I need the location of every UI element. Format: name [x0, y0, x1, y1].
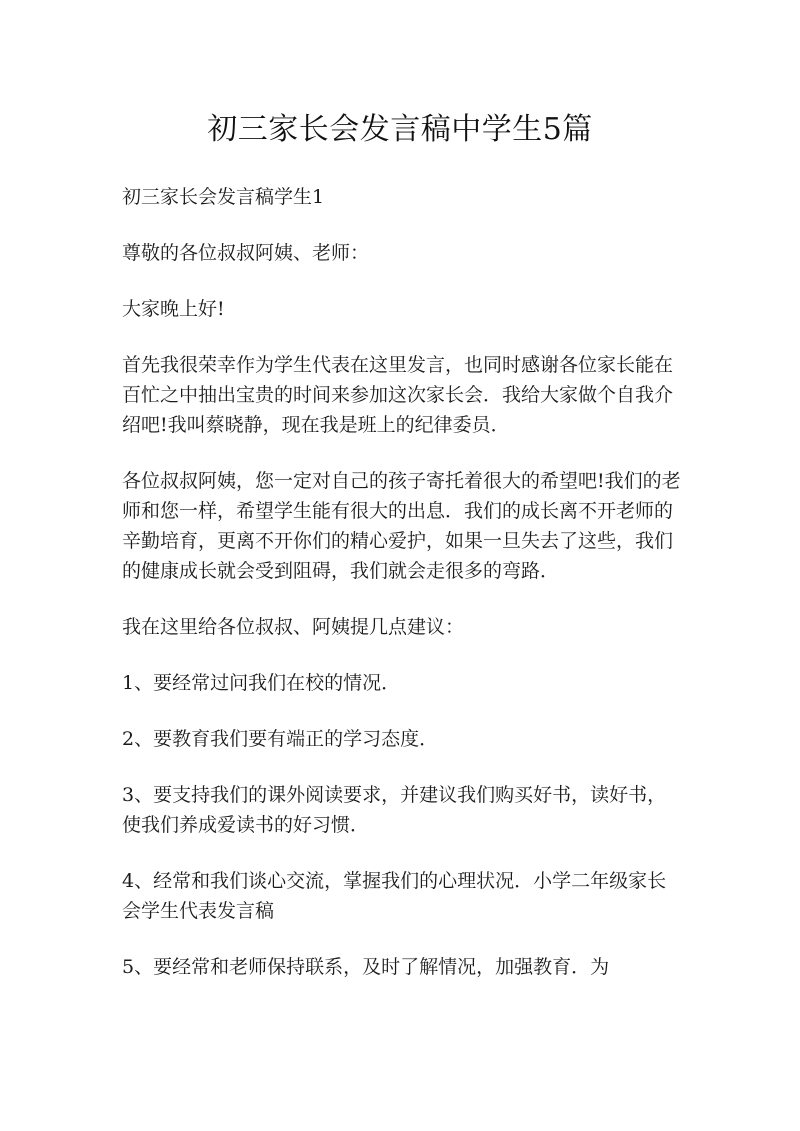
- list-item-suggestion-2: 2、要教育我们要有端正的学习态度．: [122, 728, 439, 750]
- document-body: [122, 182, 682, 1008]
- paragraph-introduction: 首先我很荣幸作为学生代表在这里发言，也同时感谢各位家长能在百忙之中抽出宝贵的时间来参加这次家长会．我给大家做个自我介绍吧!我叫蔡晓静，现在我是班上的纪律委员．: [122, 354, 674, 436]
- paragraph-salutation: 尊敬的各位叔叔阿姨、老师：: [122, 242, 370, 264]
- paragraph-section-heading: 初三家长会发言稿学生1: [122, 186, 325, 208]
- paragraph-greeting: 大家晚上好!: [122, 298, 225, 320]
- list-item-suggestion-1: 1、要经常过问我们在校的情况．: [122, 672, 401, 694]
- document-title: 初三家长会发言稿中学生5篇: [207, 112, 593, 147]
- list-item-suggestion-4: 4、经常和我们谈心交流，掌握我们的心理状况．小学二年级家长会学生代表发言稿: [122, 870, 667, 922]
- list-item-suggestion-5: 5、要经常和老师保持联系，及时了解情况，加强教育．为: [122, 956, 610, 978]
- list-item-suggestion-3: 3、要支持我们的课外阅读要求，并建议我们购买好书，读好书，使我们养成爱读书的好习惯．: [122, 784, 667, 836]
- paragraph-suggestions-intro: 我在这里给各位叔叔、阿姨提几点建议：: [122, 616, 465, 638]
- paragraph-expectations: 各位叔叔阿姨，您一定对自己的孩子寄托着很大的希望吧!我们的老师和您一样，希望学生能有很大的出息．我们的成长离不开老师的辛勤培育，更离不开你们的精心爱护，如果一旦失去了这些，我们的健康成长就会受到阻碍，我们就会走很多的弯路．: [122, 470, 681, 582]
